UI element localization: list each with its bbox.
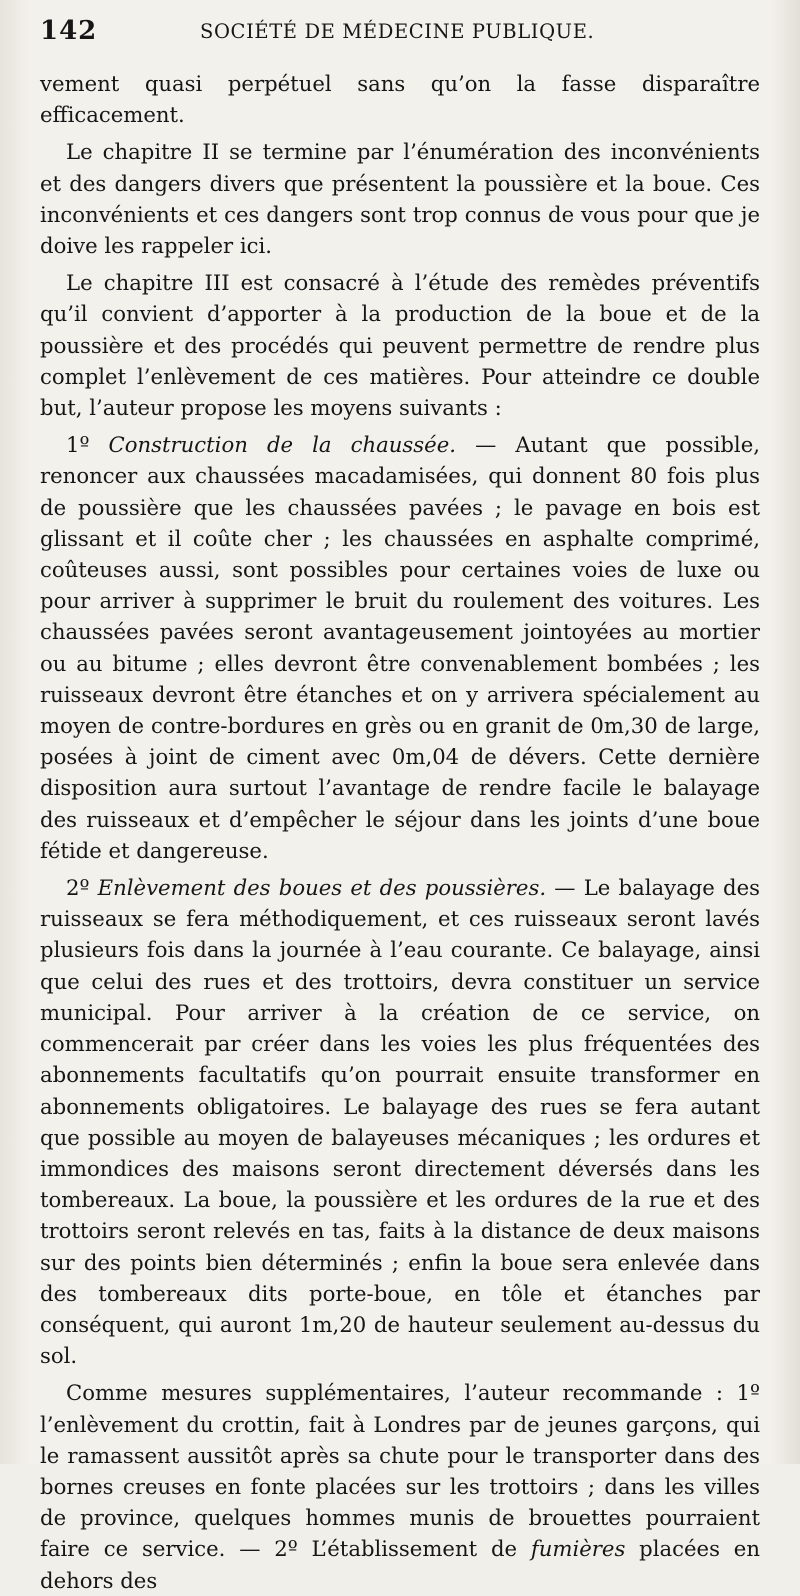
paragraph-enlevement xyxy=(40,872,760,1371)
body-text xyxy=(40,68,760,1596)
paragraph-chapter-2 xyxy=(40,136,760,261)
paragraph-continuation xyxy=(40,68,760,130)
item-number: 1º xyxy=(66,432,109,458)
paragraph-tail: placées en dehors des xyxy=(40,1536,760,1593)
paragraph-text: — Autant que possible, renoncer aux chaussées macadamisées, qui donnent 80 fois plus de poussière que les chaussées pavées ; le pavage en bois est glissant et il coûte cher ; les chaussées en asphalte comprimé, coûteuses aussi, sont possibles pour certaines voies de luxe ou pour arriver à supprimer le bruit du roulement des voitures. Les chaussées pavées seront avantageusement jointoyées au mortier ou au bitume ; elles devront être convenablement bombées ; les ruisseaux devront être étanches et on y arrivera spécialement au moyen de contre-bordures en grès ou en granit de 0m,30 de large, posées à joint de ciment avec 0m,04 de dévers. Cette dernière disposition aura surtout l’avantage de rendre facile le balayage des ruisseaux et d’empêcher le séjour dans les joints d’une boue fétide et dangereuse. xyxy=(40,432,760,863)
paragraph-text: — Le balayage des ruisseaux se fera méthodiquement, et ces ruisseaux seront lavés plusieurs fois dans la journée à l’eau courante. Ce balayage, ainsi que celui des rues et des trottoirs, devra constituer un service municipal. Pour arriver à la création de ce service, on commencerait par créer dans les voies les plus fréquentées des abonnements facultatifs qu’on pourrait ensuite transformer en abonnements obligatoires. Le balayage des rues se fera autant que possible au moyen de balayeuses mécaniques ; les ordures et immondices des maisons seront directement déversés dans les tombereaux. La boue, la poussière et les ordures de la rue et des trottoirs seront relevés en tas, faits à la distance de deux maisons sur des points bien déterminés ; enfin la boue sera enlevée dans des tombereaux dits porte-boue, en tôle et étanches par conséquent, qui auront 1m,20 de hauteur seulement au-dessus du sol. xyxy=(40,875,760,1369)
item-heading: Construction de la chaussée. xyxy=(108,432,456,458)
page-number: 142 xyxy=(40,16,98,46)
paragraph-chapter-3 xyxy=(40,267,760,423)
paragraph-text: vement quasi perpétuel sans qu’on la fasse disparaître efficacement. xyxy=(40,71,760,128)
italic-term: fumières xyxy=(530,1536,626,1562)
item-number: 2º xyxy=(66,875,98,901)
paragraph-text: Le chapitre III est consacré à l’étude des remèdes préventifs qu’il convient d’apporter à la production de la boue et de la poussière et des procédés qui peuvent permettre de rendre plus complet l’enlèvement de ces matières. Pour atteindre ce double but, l’auteur propose les moyens suivants : xyxy=(40,270,760,421)
paragraph-mesures xyxy=(40,1377,760,1595)
page-header xyxy=(40,12,760,52)
paragraph-text: Comme mesures supplémentaires, l’auteur recommande : 1º l’enlèvement du crottin, fait à Londres par de jeunes garçons, qui le ramassent aussitôt après sa chute pour le transporter dans des bornes creuses en fonte placées sur les trottoirs ; dans les villes de province, quelques hommes munis de brouettes pourraient faire ce service. — 2º L’établissement de xyxy=(40,1380,760,1562)
paragraph-text: Le chapitre II se termine par l’énumération des inconvénients et des dangers divers que présentent la poussière et la boue. Ces inconvénients et ces dangers sont trop connus de vous pour que je doive les rappeler ici. xyxy=(40,139,760,259)
running-title: SOCIÉTÉ DE MÉDECINE PUBLIQUE. xyxy=(200,20,595,43)
item-heading: Enlèvement des boues et des poussières. xyxy=(97,875,547,901)
paragraph-construction xyxy=(40,429,760,866)
